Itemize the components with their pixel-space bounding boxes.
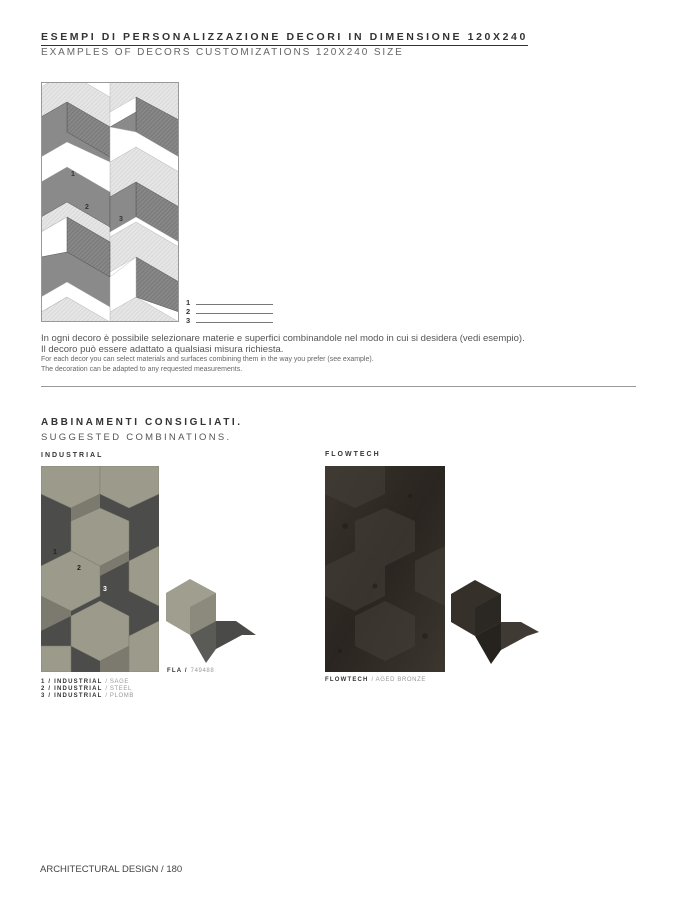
marker-3: 3 <box>119 216 123 223</box>
industrial-caption-1: 1 / INDUSTRIAL / SAGE <box>41 679 129 685</box>
page-title: ESEMPI DI PERSONALIZZAZIONE DECORI IN DIMENSIONE 120X240 <box>41 31 528 46</box>
industrial-caption-2: 2 / INDUSTRIAL / STEEL <box>41 686 132 692</box>
flowtech-tile <box>451 580 541 664</box>
industrial-caption-3: 3 / INDUSTRIAL / PLOMB <box>41 693 134 699</box>
flowtech-panel <box>325 466 445 672</box>
industrial-tile <box>166 579 256 663</box>
industrial-marker-1: 1 <box>53 549 57 556</box>
industrial-marker-3: 3 <box>103 586 107 593</box>
flowtech-label: FLOWTECH <box>325 451 381 458</box>
industrial-panel <box>41 466 159 672</box>
page-subtitle: EXAMPLES OF DECORS CUSTOMIZATIONS 120X240 SIZE <box>41 47 404 58</box>
section-divider <box>41 386 636 387</box>
legend-item-2: 2 <box>186 307 190 316</box>
legend-item-3: 3 <box>186 316 190 325</box>
section-subtitle: SUGGESTED COMBINATIONS. <box>41 432 232 443</box>
legend-item-1: 1 <box>186 298 190 307</box>
flowtech-caption: FLOWTECH / AGED BRONZE <box>325 677 426 683</box>
decor-example-panel <box>41 82 179 322</box>
marker-1: 1 <box>71 171 75 178</box>
marker-2: 2 <box>85 204 89 211</box>
industrial-tile-caption: FLA / 749488 <box>167 668 215 674</box>
industrial-label: INDUSTRIAL <box>41 452 104 459</box>
section-title: ABBINAMENTI CONSIGLIATI. <box>41 417 243 428</box>
description-english: For each decor you can select materials and surfaces combining them in the way you prefer (see example). The decoration can be adapted to any requested measurements. <box>41 356 374 373</box>
industrial-marker-2: 2 <box>77 565 81 572</box>
description-italian: In ogni decoro è possibile selezionare materie e superfici combinandole nel modo in cui si desidera (vedi esempio). Il decoro può essere adattato a qualsiasi misura richiesta. <box>41 333 525 355</box>
page-footer: ARCHITECTURAL DESIGN / 180 <box>40 864 183 875</box>
